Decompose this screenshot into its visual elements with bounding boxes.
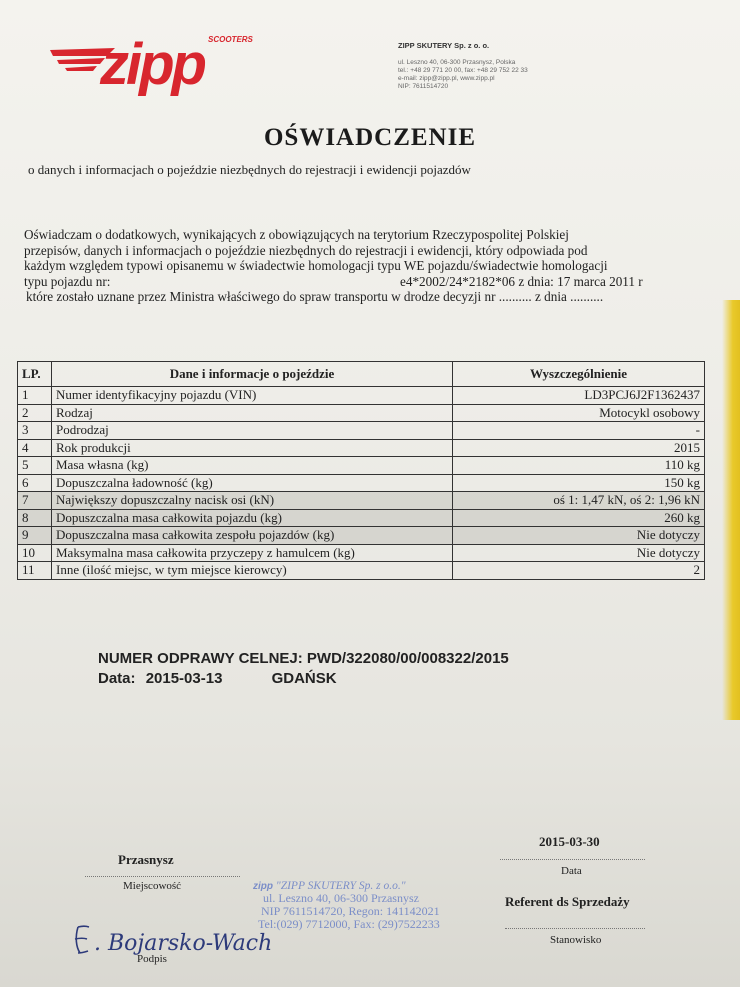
position-dotted-line bbox=[505, 928, 645, 929]
company-header bbox=[398, 41, 528, 91]
date-dotted-line bbox=[500, 859, 645, 860]
company-address: ul. Leszno 40, 06-300 Przasnysz, Polska bbox=[398, 59, 516, 66]
customs-date-label: Data: bbox=[98, 670, 136, 687]
header-data: Dane i informacje o pojeździe bbox=[52, 362, 453, 387]
customs-number: PWD/322080/00/008322/2015 bbox=[306, 650, 509, 667]
row-value: oś 1: 1,47 kN, oś 2: 1,96 kN bbox=[453, 492, 705, 510]
stamp-line-1: ul. Leszno 40, 06-300 Przasnysz bbox=[263, 891, 419, 905]
logo-tag: SCOOTERS bbox=[208, 35, 253, 44]
header-lp: LP. bbox=[18, 362, 52, 387]
table-row bbox=[18, 544, 705, 562]
row-number: 5 bbox=[18, 457, 52, 475]
table-row bbox=[18, 404, 705, 422]
row-value: 2 bbox=[453, 562, 705, 580]
document-title: OŚWIADCZENIE bbox=[263, 124, 477, 151]
row-value: 110 kg bbox=[453, 457, 705, 475]
table-row bbox=[18, 439, 705, 457]
customs-date: 2015-03-13 bbox=[145, 670, 223, 687]
row-number: 10 bbox=[18, 544, 52, 562]
customs-block bbox=[98, 650, 509, 687]
place-label: Miejscowość bbox=[123, 880, 182, 892]
row-number: 6 bbox=[18, 474, 52, 492]
row-value: 260 kg bbox=[453, 509, 705, 527]
company-email: e-mail: zipp@zipp.pl, www.zipp.pl bbox=[398, 75, 495, 82]
table-row bbox=[18, 527, 705, 545]
row-label: Inne (ilość miejsc, w tym miejsce kierowcy) bbox=[52, 562, 453, 580]
table-header-row bbox=[18, 362, 705, 387]
table-row bbox=[18, 562, 705, 580]
logo-brand: zipp bbox=[100, 32, 204, 97]
position-label: Stanowisko bbox=[550, 934, 602, 946]
stamp-head: "ZIPP SKUTERY Sp. z o.o." bbox=[275, 880, 406, 892]
row-value: Motocykl osobowy bbox=[453, 404, 705, 422]
homologation-number: e4*2002/24*2182*06 z dnia: 17 marca 2011 r bbox=[400, 273, 643, 289]
statement-line-2: przepisów, danych i informacjach o pojeździe niezbędnych do rejestracji i ewidencji, który odpowiada pod bbox=[24, 242, 588, 258]
row-value: Nie dotyczy bbox=[453, 527, 705, 545]
vehicle-data-table bbox=[17, 361, 705, 580]
row-number: 11 bbox=[18, 562, 52, 580]
statement-paragraph bbox=[24, 227, 704, 305]
position-value: Referent ds Sprzedaży bbox=[505, 894, 630, 909]
row-number: 4 bbox=[18, 439, 52, 457]
company-stamp bbox=[253, 880, 440, 931]
row-label: Masa własna (kg) bbox=[52, 457, 453, 475]
company-phone: tel.: +48 29 771 20 00, fax: +48 29 752 22 33 bbox=[398, 67, 528, 74]
table-row bbox=[18, 492, 705, 510]
stamp-line-2: NIP 7611514720, Regon: 141142021 bbox=[261, 904, 440, 918]
row-label: Maksymalna masa całkowita przyczepy z hamulcem (kg) bbox=[52, 544, 453, 562]
customs-number-label: NUMER ODPRAWY CELNEJ: bbox=[98, 650, 303, 667]
company-nip: NIP: 7611514720 bbox=[398, 83, 449, 90]
signature-label: Podpis bbox=[137, 953, 167, 965]
signature-text: . Bojarsko-Wach bbox=[94, 931, 273, 956]
row-number: 2 bbox=[18, 404, 52, 422]
footer-date-label: Data bbox=[561, 865, 582, 877]
stamp-logo: zipp bbox=[253, 881, 273, 892]
table-row bbox=[18, 457, 705, 475]
row-number: 9 bbox=[18, 527, 52, 545]
statement-line-1: Oświadczam o dodatkowych, wynikających z obowiązujących na terytorium Rzeczypospolitej Polskiej bbox=[24, 227, 569, 242]
row-number: 7 bbox=[18, 492, 52, 510]
footer-date: 2015-03-30 bbox=[539, 834, 600, 849]
row-value: 2015 bbox=[453, 439, 705, 457]
zipp-logo bbox=[45, 28, 295, 98]
document-subtitle: o danych i informacjach o pojeździe niezbędnych do rejestracji i ewidencji pojazdów bbox=[28, 162, 471, 177]
row-value: Nie dotyczy bbox=[453, 544, 705, 562]
place-dotted-line bbox=[85, 876, 240, 877]
table-row bbox=[18, 474, 705, 492]
row-label: Największy dopuszczalny nacisk osi (kN) bbox=[52, 492, 453, 510]
row-number: 8 bbox=[18, 509, 52, 527]
statement-line-5: które zostało uznane przez Ministra właściwego do spraw transportu w drodze decyzji nr .......... z dnia .......... bbox=[26, 289, 604, 304]
place-value: Przasnysz bbox=[118, 852, 174, 867]
row-label: Rodzaj bbox=[52, 404, 453, 422]
statement-line-3: każdym względem typowi opisanemu w świadectwie homologacji typu WE pojazdu/świadectwie homologacji bbox=[24, 258, 608, 273]
table-row bbox=[18, 509, 705, 527]
row-label: Rok produkcji bbox=[52, 439, 453, 457]
row-number: 1 bbox=[18, 387, 52, 405]
row-label: Dopuszczalna masa całkowita pojazdu (kg) bbox=[52, 509, 453, 527]
row-label: Dopuszczalna masa całkowita zespołu pojazdów (kg) bbox=[52, 527, 453, 545]
table-row bbox=[18, 387, 705, 405]
header-spec: Wyszczególnienie bbox=[453, 362, 705, 387]
table-row bbox=[18, 422, 705, 440]
background-folder-edge bbox=[722, 300, 740, 720]
row-value: 150 kg bbox=[453, 474, 705, 492]
row-number: 3 bbox=[18, 422, 52, 440]
row-label: Dopuszczalna ładowność (kg) bbox=[52, 474, 453, 492]
statement-line-4-left: typu pojazdu nr: bbox=[24, 273, 111, 289]
stamp-line-3: Tel:(029) 7712000, Fax: (29)7522233 bbox=[258, 917, 440, 931]
customs-city: GDAŃSK bbox=[271, 670, 337, 687]
row-value: - bbox=[453, 422, 705, 440]
company-name: ZIPP SKUTERY Sp. z o. o. bbox=[398, 41, 490, 50]
row-label: Podrodzaj bbox=[52, 422, 453, 440]
row-value: LD3PCJ6J2F1362437 bbox=[453, 387, 705, 405]
row-label: Numer identyfikacyjny pojazdu (VIN) bbox=[52, 387, 453, 405]
